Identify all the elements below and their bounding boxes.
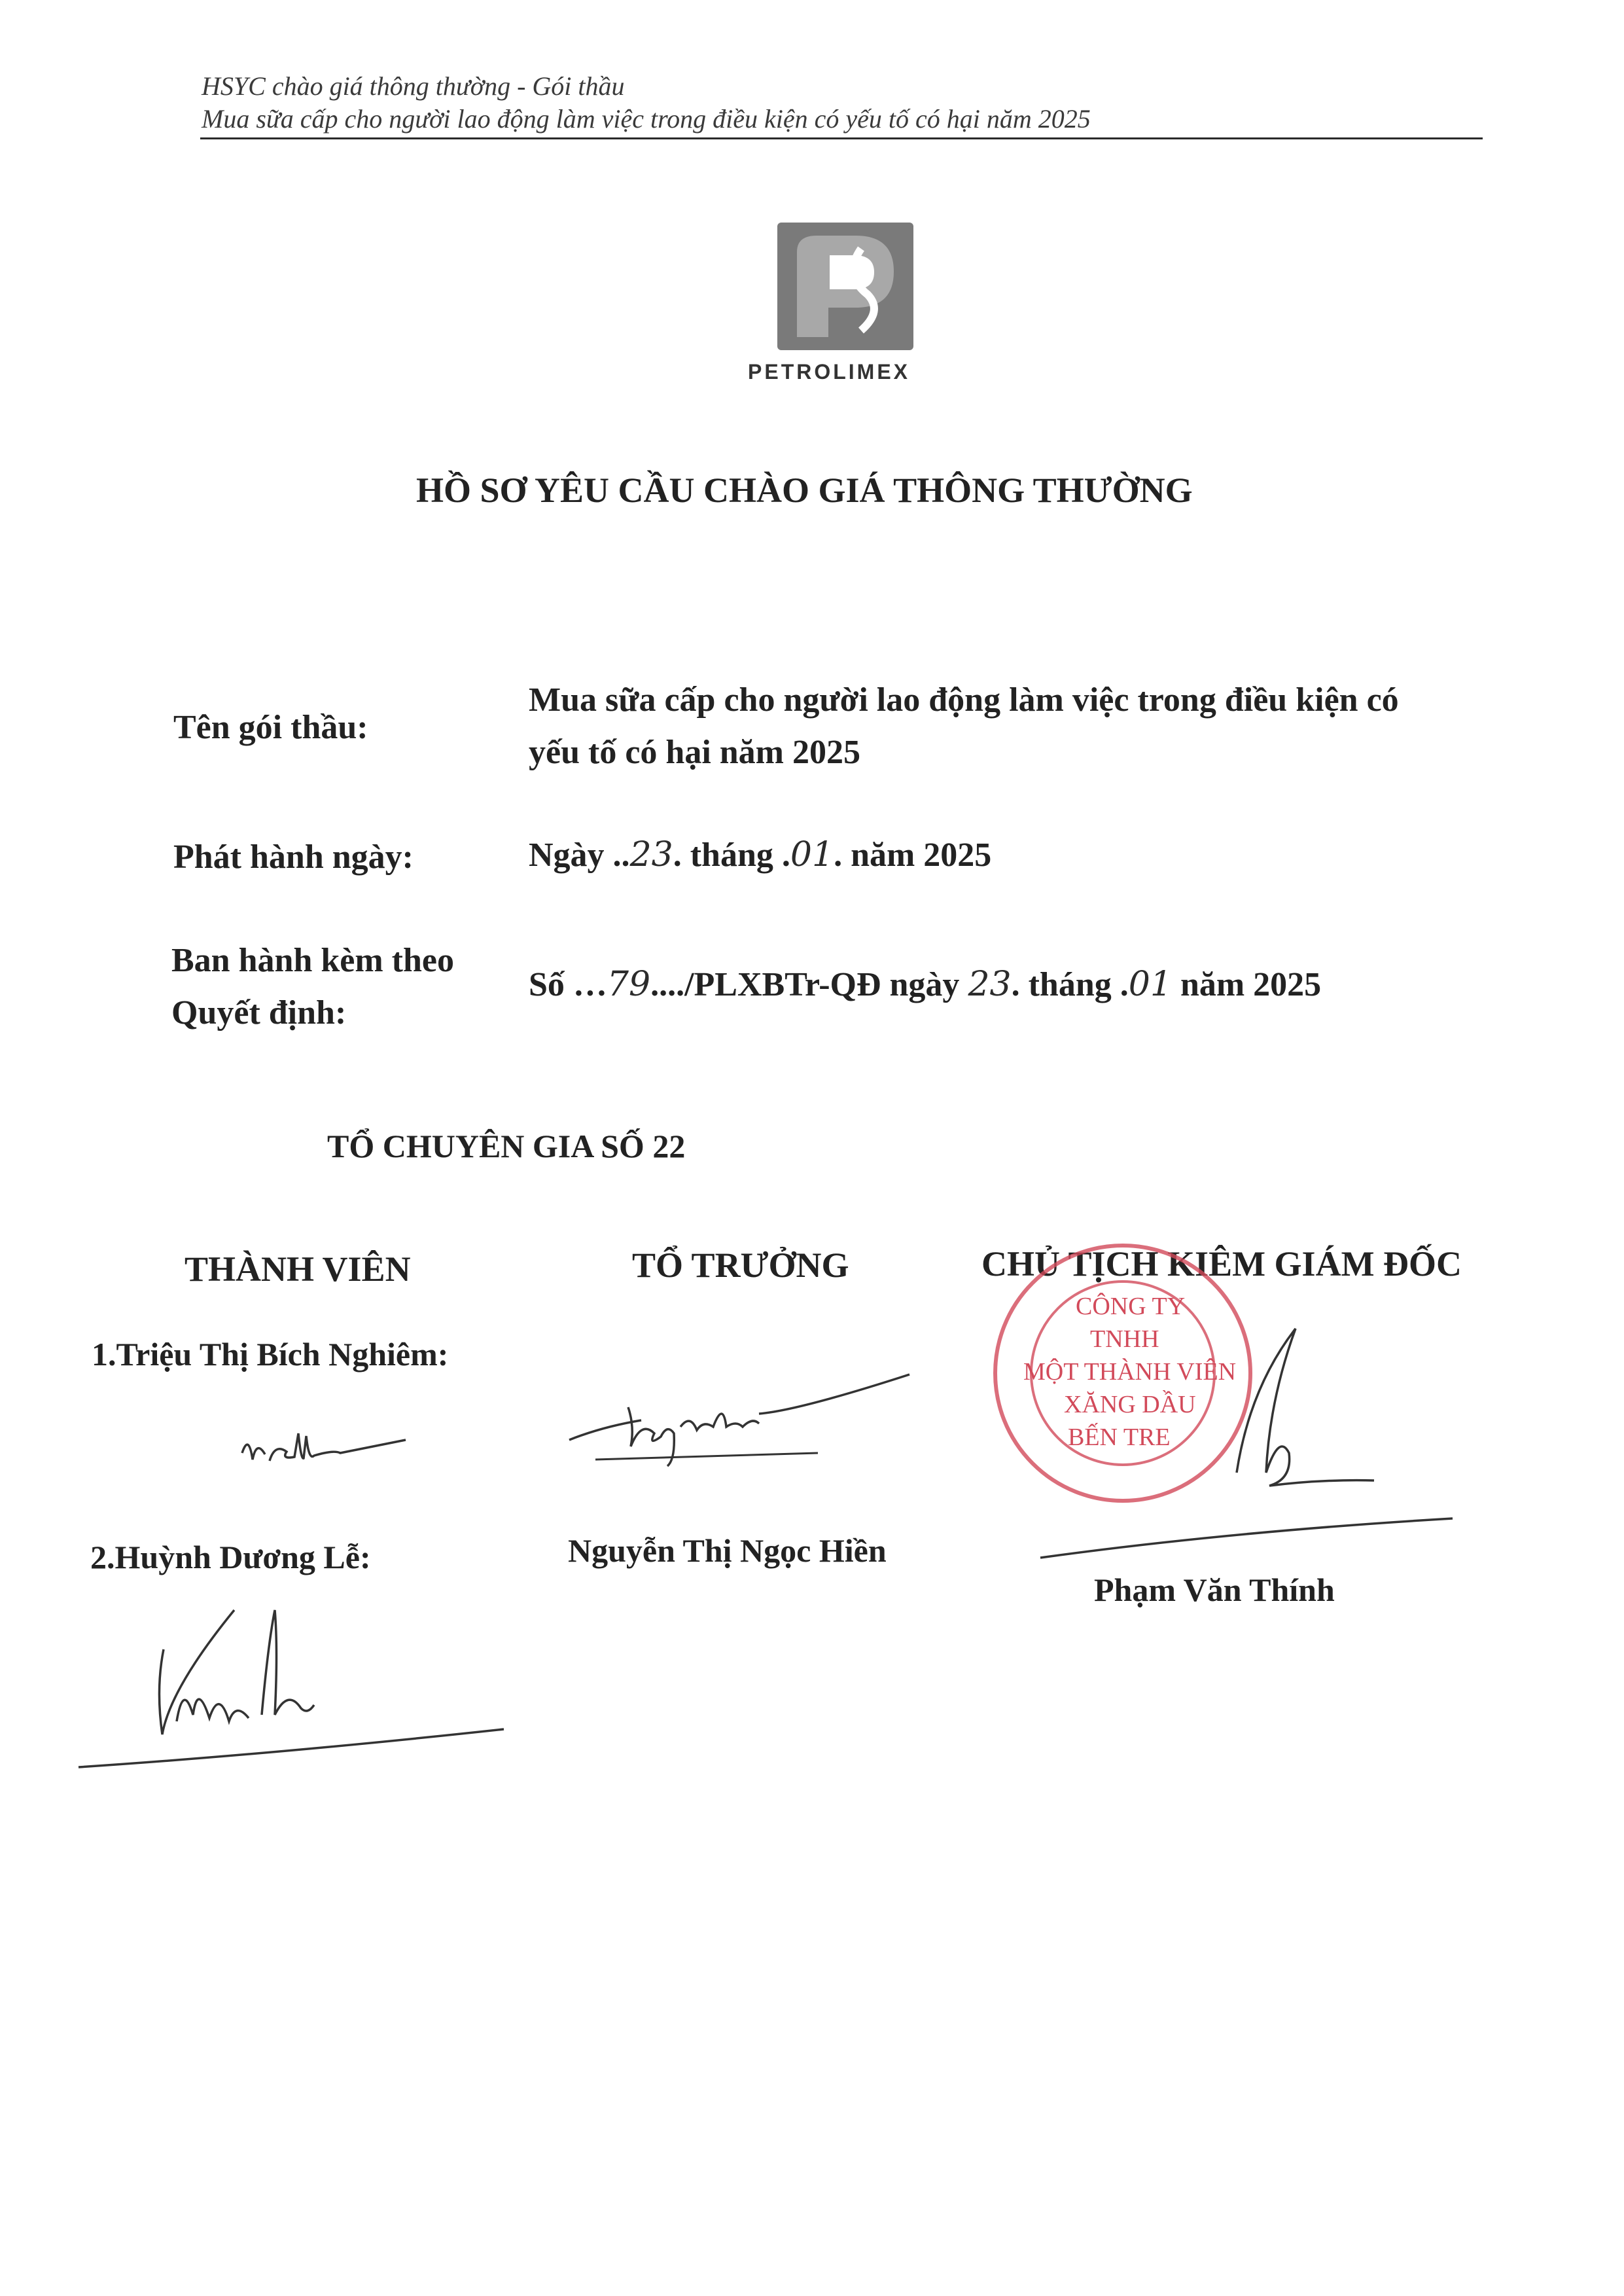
petrolimex-logo-icon <box>777 223 913 350</box>
decision-mid-1: ..../PLXBTr-QĐ ngày <box>650 966 968 1003</box>
package-name-line-1: Mua sữa cấp cho người lao động làm việc trong điều kiện có <box>529 681 1399 719</box>
issue-date-mid-2: . năm 2025 <box>834 836 992 874</box>
decision-mid-3: năm 2025 <box>1171 966 1322 1003</box>
decision-label-1: Ban hành kèm theo <box>171 942 454 979</box>
decision-reference <box>529 965 1321 1004</box>
seal-line-2: TNHH <box>1090 1325 1159 1353</box>
decision-month: 01 <box>1128 965 1172 1004</box>
header-rule <box>200 137 1483 139</box>
decision-number: 79 <box>607 965 651 1004</box>
decision-label-2: Quyết định: <box>171 994 347 1031</box>
issue-day: 23 <box>629 835 673 874</box>
header-line-1: HSYC chào giá thông thường - Gói thầu <box>202 71 625 101</box>
package-name-line-2: yếu tố có hại năm 2025 <box>529 734 860 771</box>
issue-date-prefix: Ngày .. <box>529 836 630 874</box>
leader-signature-icon <box>563 1361 916 1466</box>
decision-mid-2: . tháng . <box>1011 966 1129 1003</box>
expert-group-title: TỔ CHUYÊN GIA SỐ 22 <box>327 1128 686 1164</box>
issue-date-mid-1: . tháng . <box>673 836 790 874</box>
director-name: Phạm Văn Thính <box>1094 1571 1335 1608</box>
package-label: Tên gói thầu: <box>173 709 368 746</box>
header-line-2: Mua sữa cấp cho người lao động làm việc trong điều kiện có yếu tố có hại năm 2025 <box>202 104 1091 134</box>
members-heading: THÀNH VIÊN <box>185 1249 411 1289</box>
seal-line-1: CÔNG TY <box>1076 1293 1186 1320</box>
decision-day: 23 <box>968 965 1012 1004</box>
member-1-signature-icon <box>236 1414 412 1486</box>
leader-heading: TỔ TRƯỞNG <box>632 1246 849 1285</box>
issue-date <box>529 835 991 874</box>
brand-name: PETROLIMEX <box>748 360 911 384</box>
member-2-signature-icon <box>79 1584 510 1774</box>
member-1-name: 1.Triệu Thị Bích Nghiêm: <box>92 1336 449 1372</box>
document-title: HỒ SƠ YÊU CẦU CHÀO GIÁ THÔNG THƯỜNG <box>416 471 1193 510</box>
issue-month: 01 <box>790 835 834 874</box>
decision-prefix: Số … <box>529 966 607 1003</box>
issue-date-label: Phát hành ngày: <box>173 838 414 876</box>
seal-line-5: BẾN TRE <box>1068 1424 1171 1451</box>
director-heading: CHỦ TỊCH KIÊM GIÁM ĐỐC <box>981 1244 1462 1283</box>
leader-name: Nguyễn Thị Ngọc Hiền <box>568 1532 887 1569</box>
seal-line-3: MỘT THÀNH VIÊN <box>1023 1358 1237 1386</box>
member-2-name: 2.Huỳnh Dương Lễ: <box>90 1539 371 1575</box>
seal-line-4: XĂNG DẦU <box>1064 1391 1196 1418</box>
director-signature-icon <box>1034 1302 1459 1564</box>
